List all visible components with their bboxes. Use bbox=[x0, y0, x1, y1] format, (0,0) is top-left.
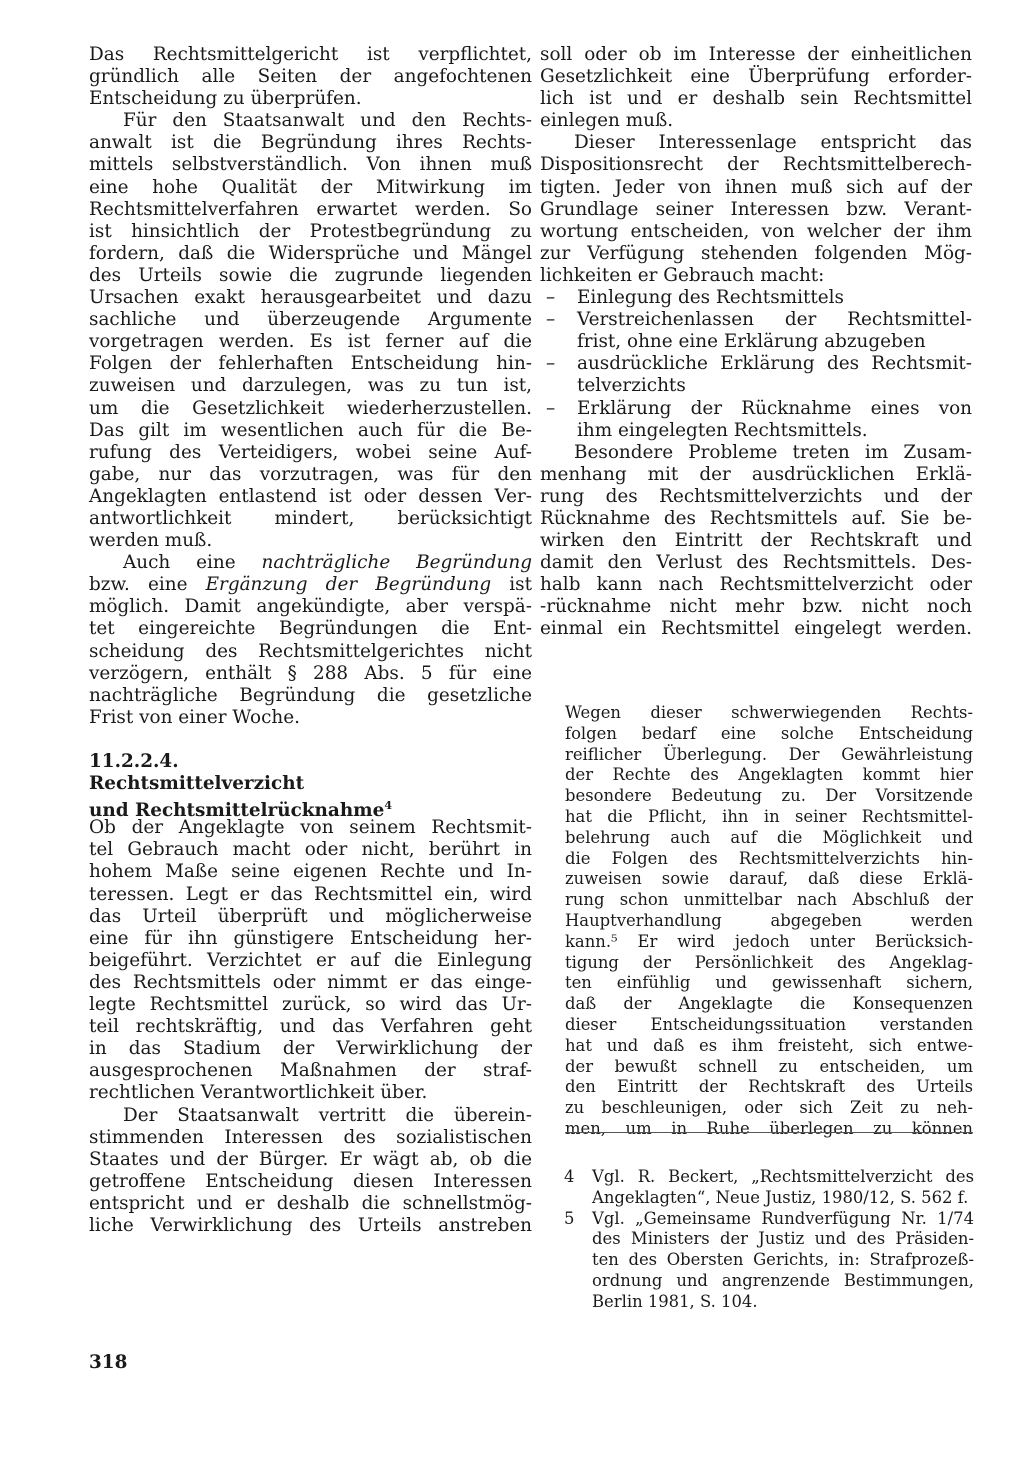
line-text: hohem Maße seine eigenen Rechte und In- bbox=[89, 861, 532, 883]
line-text: tet eingereichte Begründungen die Ent- bbox=[89, 618, 532, 640]
text-line bbox=[89, 132, 532, 154]
line-text: ausgesprochenen Maßnahmen der straf- bbox=[89, 1060, 532, 1082]
text-line bbox=[540, 287, 972, 309]
section-heading-line bbox=[89, 795, 532, 822]
note-line: folgen bedarf eine solche Entscheidung bbox=[565, 723, 973, 743]
line-text: Ob der Angeklagte von seinem Rechtsmit- bbox=[89, 817, 532, 839]
line-text: Ursachen exakt herausgearbeitet und dazu bbox=[89, 287, 532, 309]
blank-line bbox=[89, 729, 532, 751]
line-text: Erklärung der Rücknahme eines von bbox=[577, 397, 972, 419]
text-line bbox=[89, 464, 532, 486]
text-line bbox=[540, 353, 972, 375]
text-line bbox=[540, 132, 972, 154]
text-line bbox=[89, 243, 532, 265]
text-line bbox=[89, 839, 532, 861]
text-line bbox=[89, 199, 532, 221]
section-heading-line bbox=[89, 751, 532, 773]
line-text: gabe, nur das vorzutragen, was für den bbox=[89, 463, 532, 485]
text-line bbox=[540, 110, 972, 132]
line-text: Folgen der fehlerhaften Entscheidung hin- bbox=[89, 353, 532, 375]
line-text: halb kann nach Rechtsmittelverzicht oder bbox=[540, 574, 972, 596]
note-line: besondere Bedeutung zu. Der Vorsitzende bbox=[565, 786, 973, 806]
note-line: zu beschleunigen, oder sich Zeit zu neh- bbox=[565, 1098, 973, 1118]
line-text: mittels selbstverständlich. Von ihnen muß bbox=[89, 154, 532, 176]
text-line bbox=[89, 442, 532, 464]
line-text: Grundlage seiner Interessen bzw. Verant- bbox=[540, 198, 972, 220]
footnote-line bbox=[562, 1292, 974, 1313]
line-text: Rechtsmittelverfahren erwartet werden. So bbox=[89, 198, 532, 220]
line-text: Dispositionsrecht der Rechtsmittelberech- bbox=[540, 154, 972, 176]
footnote-number: 4 bbox=[564, 1167, 575, 1186]
line-text: liche Verwirklichung des Urteils anstreben bbox=[89, 1214, 532, 1236]
line-text: Einlegung des Rechtsmittels bbox=[577, 287, 844, 309]
line-text: telverzichts bbox=[577, 375, 686, 397]
line-text: soll oder ob im Interesse der einheitlichen bbox=[540, 44, 972, 65]
text-line bbox=[540, 88, 972, 110]
note-line: Hauptverhandlung abgegeben werden bbox=[565, 910, 973, 930]
text-line bbox=[540, 508, 972, 530]
line-text: Rechtsmittelverzicht bbox=[89, 773, 305, 795]
line-text: tel Gebrauch macht oder nicht, berührt in bbox=[89, 839, 532, 861]
text-line bbox=[89, 1193, 532, 1215]
text-line bbox=[89, 685, 532, 707]
text-line bbox=[540, 265, 972, 287]
text-line bbox=[89, 861, 532, 883]
section-heading-line bbox=[89, 773, 532, 795]
line-text: frist, ohne eine Erklärung abzugeben bbox=[577, 331, 926, 353]
line-text: des Urteils sowie die zugrunde liegenden bbox=[89, 264, 532, 286]
line-text: bzw. eine bbox=[89, 574, 188, 596]
text-line bbox=[540, 486, 972, 508]
note-line: dieser Entscheidungssituation verstanden bbox=[565, 1014, 973, 1034]
text-line bbox=[540, 574, 972, 596]
footnote-number: 5 bbox=[564, 1208, 575, 1228]
line-text-tail: ist bbox=[509, 574, 532, 596]
text-line bbox=[540, 199, 972, 221]
footnote-text: Vgl. „Gemeinsame Rundverfügung Nr. 1/74 bbox=[592, 1208, 974, 1228]
line-text: des Rechtsmittels oder nimmt er das einge- bbox=[89, 971, 532, 993]
page-number: 318 bbox=[89, 1352, 128, 1373]
line-text: getroffene Entscheidung diesen Interessen bbox=[89, 1170, 532, 1192]
line-text: ist hinsichtlich der Protestbegründung zu bbox=[89, 220, 532, 242]
line-text: Staates und der Bürger. Er wägt ab, ob die bbox=[89, 1148, 532, 1170]
line-text: damit den Verlust des Rechtsmittels. Des- bbox=[540, 552, 972, 574]
line-text: Entscheidung zu überprüfen. bbox=[89, 88, 362, 110]
line-text: Dieser Interessenlage entspricht das bbox=[574, 132, 972, 154]
line-text: möglich. Damit angekündigte, aber verspä- bbox=[89, 596, 532, 618]
text-line bbox=[89, 972, 532, 994]
text-line bbox=[89, 265, 532, 287]
line-text: ausdrückliche Erklärung des Rechtsmit- bbox=[577, 353, 972, 375]
line-text: vorgetragen werden. Es ist ferner auf die bbox=[89, 331, 532, 353]
text-line bbox=[540, 420, 972, 442]
line-text: 11.2.2.4. bbox=[89, 751, 179, 772]
text-line bbox=[89, 110, 532, 132]
left-column bbox=[89, 44, 532, 1237]
note-line: Wegen dieser schwerwiegenden Rechts- bbox=[565, 703, 973, 722]
list-dash: – bbox=[546, 353, 556, 375]
footnote-line bbox=[562, 1209, 974, 1230]
text-line bbox=[89, 398, 532, 420]
footnote-text: Berlin 1981, S. 104. bbox=[592, 1291, 758, 1311]
text-line bbox=[89, 950, 532, 972]
line-text: teressen. Legt er das Rechtsmittel ein, wird bbox=[89, 883, 532, 905]
footnote-ref: 4 bbox=[384, 799, 393, 813]
line-text: Auch eine bbox=[123, 552, 236, 574]
line-text: entspricht und er deshalb die schnellstmög- bbox=[89, 1192, 532, 1214]
line-text: Verstreichenlassen der Rechtsmittel- bbox=[577, 309, 972, 331]
line-text: um die Gesetzlichkeit wiederherzustellen. bbox=[89, 397, 532, 419]
text-line bbox=[540, 398, 972, 420]
line-text: Für den Staatsanwalt und den Rechts- bbox=[123, 110, 532, 132]
line-text: beigeführt. Verzichtet er auf die Einlegung bbox=[89, 949, 532, 971]
text-line bbox=[89, 287, 532, 309]
line-text: -rücknahme nicht mehr bzw. nicht noch bbox=[540, 596, 972, 618]
line-text: zur Verfügung stehenden folgenden Mög- bbox=[540, 242, 972, 264]
text-line bbox=[89, 552, 532, 574]
footnote-line bbox=[562, 1250, 974, 1271]
text-line bbox=[89, 530, 532, 552]
line-text: Der Staatsanwalt vertritt die überein- bbox=[123, 1104, 532, 1126]
text-line bbox=[540, 221, 972, 243]
line-text: einlegen muß. bbox=[540, 110, 674, 132]
text-line bbox=[540, 309, 972, 331]
text-line bbox=[89, 375, 532, 397]
footnote-text: Vgl. R. Beckert, „Rechtsmittelverzicht des bbox=[592, 1167, 974, 1186]
footnote-text: des Ministers der Justiz und des Präsiden- bbox=[592, 1229, 974, 1249]
line-text: wirken den Eintritt der Rechtskraft und bbox=[540, 530, 972, 552]
note-line: die Folgen des Rechtsmittelverzichts hin- bbox=[565, 848, 973, 868]
text-line bbox=[89, 221, 532, 243]
note-line: reiflicher Überlegung. Der Gewährleistung bbox=[565, 744, 973, 764]
footnote-text: ordnung und angrenzende Bestimmungen, bbox=[592, 1270, 974, 1290]
footnote-text: ten des Obersten Gerichts, in: Strafprozeß- bbox=[592, 1250, 974, 1270]
line-text: rufung des Verteidigers, wobei seine Auf- bbox=[89, 441, 532, 463]
list-dash: – bbox=[546, 397, 556, 419]
text-line bbox=[540, 154, 972, 176]
line-text: das Urteil überprüft und möglicherweise bbox=[89, 905, 532, 927]
text-line bbox=[89, 177, 532, 199]
line-text: menhang mit der ausdrücklichen Erklä- bbox=[540, 463, 972, 485]
text-line bbox=[540, 177, 972, 199]
note-line: tigung der Persönlichkeit des Angeklag- bbox=[565, 952, 973, 972]
line-text: tigten. Jeder von ihnen muß sich auf der bbox=[540, 176, 972, 198]
note-line: der bewußt schnell zu entscheiden, um bbox=[565, 1056, 973, 1076]
italic-term: Ergänzung der Begründung bbox=[205, 574, 492, 596]
note-line: ten einfühlig und gewissenhaft sichern, bbox=[565, 973, 973, 993]
line-text: Gesetzlichkeit eine Überprüfung erforder- bbox=[540, 66, 972, 88]
text-line bbox=[89, 994, 532, 1016]
note-line: zuweisen sowie darauf, daß diese Erklä- bbox=[565, 869, 973, 889]
text-line bbox=[89, 44, 532, 66]
line-text: fordern, daß die Widersprüche und Mängel bbox=[89, 242, 532, 264]
text-line bbox=[89, 596, 532, 618]
line-text: eine hohe Qualität der Mitwirkung im bbox=[89, 176, 532, 198]
line-text: nachträgliche Begründung die gesetzliche bbox=[89, 684, 532, 706]
text-line bbox=[89, 906, 532, 928]
note-line: kann.⁵ Er wird jedoch unter Berücksich- bbox=[565, 931, 973, 951]
footnote-text: Angeklagten“, Neue Justiz, 1980/12, S. 562 f. bbox=[592, 1187, 969, 1207]
line-text: rechtlichen Verantwortlichkeit über. bbox=[89, 1082, 428, 1104]
line-text: in das Stadium der Verwirklichung der bbox=[89, 1038, 532, 1060]
text-line bbox=[89, 88, 532, 110]
text-line bbox=[89, 928, 532, 950]
text-line bbox=[540, 530, 972, 552]
line-text: scheidung des Rechtsmittelgerichtes nicht bbox=[89, 640, 532, 662]
text-line bbox=[540, 331, 972, 353]
footnote-line bbox=[562, 1229, 974, 1250]
line-text: eine für ihn günstigere Entscheidung her- bbox=[89, 927, 532, 949]
line-text: werden muß. bbox=[89, 530, 213, 552]
text-line bbox=[540, 552, 972, 574]
text-line bbox=[89, 884, 532, 906]
text-line bbox=[89, 508, 532, 530]
line-text: anwalt ist die Begründung ihres Rechts- bbox=[89, 132, 532, 154]
text-line bbox=[89, 618, 532, 640]
text-line bbox=[540, 596, 972, 618]
line-text: antwortlichkeit mindert, berücksichtigt bbox=[89, 507, 532, 529]
line-text: Frist von einer Woche. bbox=[89, 706, 300, 728]
text-line bbox=[89, 331, 532, 353]
line-text: ihm eingelegten Rechtsmittels. bbox=[577, 419, 868, 441]
text-line bbox=[89, 1215, 532, 1237]
footnote-line bbox=[562, 1271, 974, 1292]
line-text: verzögern, enthält § 288 Abs. 5 für eine bbox=[89, 662, 532, 684]
text-line bbox=[89, 1105, 532, 1127]
text-line bbox=[89, 66, 532, 88]
text-line bbox=[89, 1060, 532, 1082]
line-text: Besondere Probleme treten im Zusam- bbox=[574, 441, 972, 463]
text-line bbox=[89, 574, 532, 596]
text-line bbox=[540, 375, 972, 397]
note-line: belehrung auch auf die Möglichkeit und bbox=[565, 827, 973, 847]
line-text: einmal ein Rechtsmittel eingelegt werden. bbox=[540, 618, 972, 640]
note-line: rung schon unmittelbar nach Abschluß der bbox=[565, 890, 973, 910]
text-line bbox=[89, 707, 532, 729]
line-text: rung des Rechtsmittelverzichts und der bbox=[540, 485, 972, 507]
text-line bbox=[89, 1149, 532, 1171]
line-text: und Rechtsmittelrücknahme bbox=[89, 800, 385, 822]
line-text: lichkeiten er Gebrauch macht: bbox=[540, 264, 825, 286]
footnotes bbox=[562, 1167, 974, 1313]
footnote-line bbox=[562, 1167, 974, 1188]
note-line: men, um in Ruhe überlegen zu können bbox=[565, 1118, 973, 1138]
italic-term: nachträgliche Begründung bbox=[261, 552, 532, 574]
right-column bbox=[540, 44, 972, 641]
note-line: daß der Angeklagte die Konsequenzen bbox=[565, 994, 973, 1014]
note-line: hat die Pflicht, ihn in seiner Rechtsmittel- bbox=[565, 806, 973, 826]
text-line bbox=[89, 1127, 532, 1149]
text-line bbox=[540, 442, 972, 464]
line-text: Angeklagten entlastend ist oder dessen Ver- bbox=[89, 485, 532, 507]
list-dash: – bbox=[546, 287, 556, 309]
line-text: stimmenden Interessen des sozialistischen bbox=[89, 1126, 532, 1148]
text-line bbox=[89, 1171, 532, 1193]
footnote-line bbox=[562, 1188, 974, 1209]
line-text: gründlich alle Seiten der angefochtenen bbox=[89, 66, 532, 88]
list-dash: – bbox=[546, 309, 556, 331]
footnote-rule bbox=[565, 1132, 973, 1133]
text-line bbox=[89, 663, 532, 685]
note-line: hat und daß es ihm freisteht, sich entwe- bbox=[565, 1035, 973, 1055]
text-line bbox=[540, 618, 972, 640]
line-text: Das Rechtsmittelgericht ist verpflichtet, bbox=[89, 44, 532, 65]
indented-note-block bbox=[565, 703, 973, 1140]
line-text: sachliche und überzeugende Argumente bbox=[89, 309, 532, 331]
line-text: Rücknahme des Rechtsmittels auf. Sie be- bbox=[540, 507, 972, 529]
line-text: Das gilt im wesentlichen auch für die Be- bbox=[89, 419, 532, 441]
text-line bbox=[89, 641, 532, 663]
text-line bbox=[89, 817, 532, 839]
note-line: der Rechte des Angeklagten kommt hier bbox=[565, 765, 973, 785]
text-line bbox=[540, 243, 972, 265]
note-line: den Eintritt der Rechtskraft des Urteils bbox=[565, 1077, 973, 1097]
text-line bbox=[89, 353, 532, 375]
text-line bbox=[540, 44, 972, 66]
text-line bbox=[89, 154, 532, 176]
text-line bbox=[89, 1038, 532, 1060]
line-text: wortung entscheiden, von welcher der ihm bbox=[540, 220, 972, 242]
text-line bbox=[540, 464, 972, 486]
line-text: legte Rechtsmittel zurück, so wird das Ur- bbox=[89, 994, 532, 1016]
text-line bbox=[540, 66, 972, 88]
text-line bbox=[89, 309, 532, 331]
line-text: lich ist und er deshalb sein Rechtsmittel bbox=[540, 88, 972, 110]
text-line bbox=[89, 486, 532, 508]
text-line bbox=[89, 1082, 532, 1104]
line-text: zuweisen und darzulegen, was zu tun ist, bbox=[89, 375, 532, 397]
text-line bbox=[89, 420, 532, 442]
line-text: teil rechtskräftig, und das Verfahren geht bbox=[89, 1016, 532, 1038]
text-line bbox=[89, 1016, 532, 1038]
